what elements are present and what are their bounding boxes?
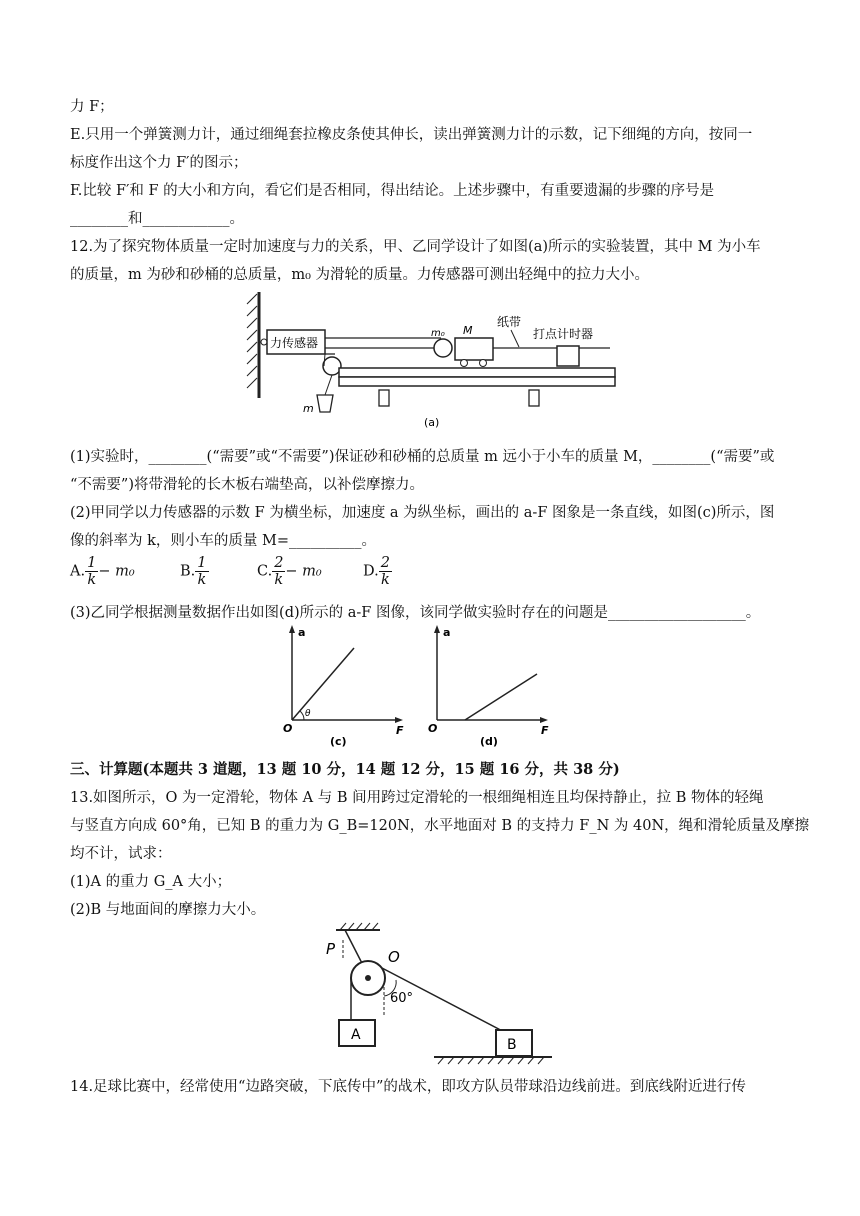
option-a-tail: − m₀	[98, 563, 135, 580]
fig-d-caption: (d)	[480, 735, 498, 748]
option-d-denominator: k	[380, 572, 390, 588]
text-line-15: 均不计，试求：	[70, 846, 172, 862]
text-line-12: (3)乙同学根据测量数据作出如图(d)所示的 a-F 图像，该同学做实验时存在的问题是___________________。	[70, 605, 761, 621]
fig-c-caption: (c)	[330, 735, 347, 748]
text-line-8: (1)实验时，________(“需要”或“不需要”)保证砂和砂桶的总质量 m 远小于小车的质量 M，________(“需要”或	[70, 449, 775, 465]
option-d-label: D.	[363, 563, 379, 580]
fig-a-caption: (a)	[424, 416, 440, 429]
option-b-numerator: 1	[197, 555, 207, 571]
text-line-18: 14.足球比赛中，经常使用“边路突破，下底传中”的战术，即攻方队员带球沿边线前进。到底线附近进行传	[70, 1079, 746, 1095]
fig-a-timer-label: 打点计时器	[533, 327, 594, 341]
option-a-numerator: 1	[87, 555, 97, 571]
option-d	[363, 555, 392, 588]
fig-c-axis-x: F	[396, 724, 404, 737]
fig-a-tape-label: 纸带	[497, 315, 522, 329]
text-line-17: (2)B 与地面间的摩擦力大小。	[70, 902, 266, 918]
option-c-tail: − m₀	[285, 563, 322, 580]
text-line-2: E.只用一个弹簧测力计，通过细绳套拉橡皮条使其伸长，读出弹簧测力计的示数，记下细绳的方向，按同一	[70, 127, 753, 143]
option-c-label: C.	[257, 563, 273, 580]
fig-a-m0-label: m₀	[431, 328, 445, 339]
section-heading-calculation: 三、计算题(本题共 3 道题，13 题 10 分，14 题 12 分，15 题 16 分，共 38 分)	[70, 761, 620, 778]
fig-d-axis-x: F	[541, 724, 549, 737]
figure-13-pulley	[312, 920, 572, 1070]
option-c	[257, 555, 322, 588]
text-line-4: F.比较 F′和 F 的大小和方向，看它们是否相同，得出结论。上述步骤中，有重要遗漏的步骤的序号是	[70, 183, 715, 199]
option-b-label: B.	[180, 563, 196, 580]
fig-c-angle: θ	[305, 709, 311, 719]
option-c-numerator: 2	[274, 555, 284, 571]
fig-13-P-label: P	[326, 940, 336, 958]
fig-13-A-label: A	[351, 1027, 361, 1043]
figure-a-apparatus	[245, 290, 625, 430]
fig-c-origin: O	[283, 722, 293, 735]
option-b-fraction	[195, 555, 208, 588]
fig-a-sensor-label: 力传感器	[270, 336, 319, 350]
text-line-5: ________和____________。	[70, 211, 244, 227]
fig-d-axis-y: a	[443, 626, 451, 639]
option-b	[180, 555, 209, 588]
text-line-10: (2)甲同学以力传感器的示数 F 为横坐标，加速度 a 为纵坐标，画出的 a-F 图象是一条直线，如图(c)所示，图	[70, 505, 775, 521]
option-a-label: A.	[70, 563, 86, 580]
text-line-3: 标度作出这个力 F′的图示；	[70, 155, 248, 171]
text-line-6: 12.为了探究物体质量一定时加速度与力的关系，甲、乙同学设计了如图(a)所示的实验装置，其中 M 为小车	[70, 239, 761, 255]
fig-d-origin: O	[428, 722, 438, 735]
option-a-fraction	[85, 555, 98, 588]
option-d-numerator: 2	[380, 555, 390, 571]
fig-13-O-label: O	[388, 948, 400, 966]
option-a	[70, 555, 135, 588]
option-c-denominator: k	[274, 572, 284, 588]
fig-13-B-label: B	[507, 1037, 517, 1053]
option-b-denominator: k	[197, 572, 207, 588]
option-a-denominator: k	[87, 572, 97, 588]
text-line-7: 的质量，m 为砂和砂桶的总质量，m₀ 为滑轮的质量。力传感器可测出轻绳中的拉力大小。	[70, 267, 650, 283]
fig-a-M-label: M	[463, 324, 473, 337]
text-line-16: (1)A 的重力 G_A 大小；	[70, 874, 232, 890]
figure-c-graph	[280, 622, 410, 750]
option-d-fraction	[379, 555, 392, 588]
text-line-1: 力 F；	[70, 99, 114, 115]
text-line-9: “不需要”)将带滑轮的长木板右端垫高，以补偿摩擦力。	[70, 477, 424, 493]
fig-13-angle-label: 60°	[390, 991, 414, 1006]
figure-d-graph	[425, 622, 555, 750]
fig-c-axis-y: a	[298, 626, 306, 639]
text-line-11: 像的斜率为 k，则小车的质量 M=__________。	[70, 533, 376, 549]
fig-a-m-label: m	[303, 402, 314, 415]
text-line-14: 与竖直方向成 60°角，已知 B 的重力为 G_B=120N，水平地面对 B 的支持力 F_N 为 40N，绳和滑轮质量及摩擦	[70, 818, 810, 834]
option-c-fraction	[272, 555, 285, 588]
text-line-13: 13.如图所示，O 为一定滑轮，物体 A 与 B 间用跨过定滑轮的一根细绳相连且均保持静止，拉 B 物体的轻绳	[70, 790, 764, 806]
